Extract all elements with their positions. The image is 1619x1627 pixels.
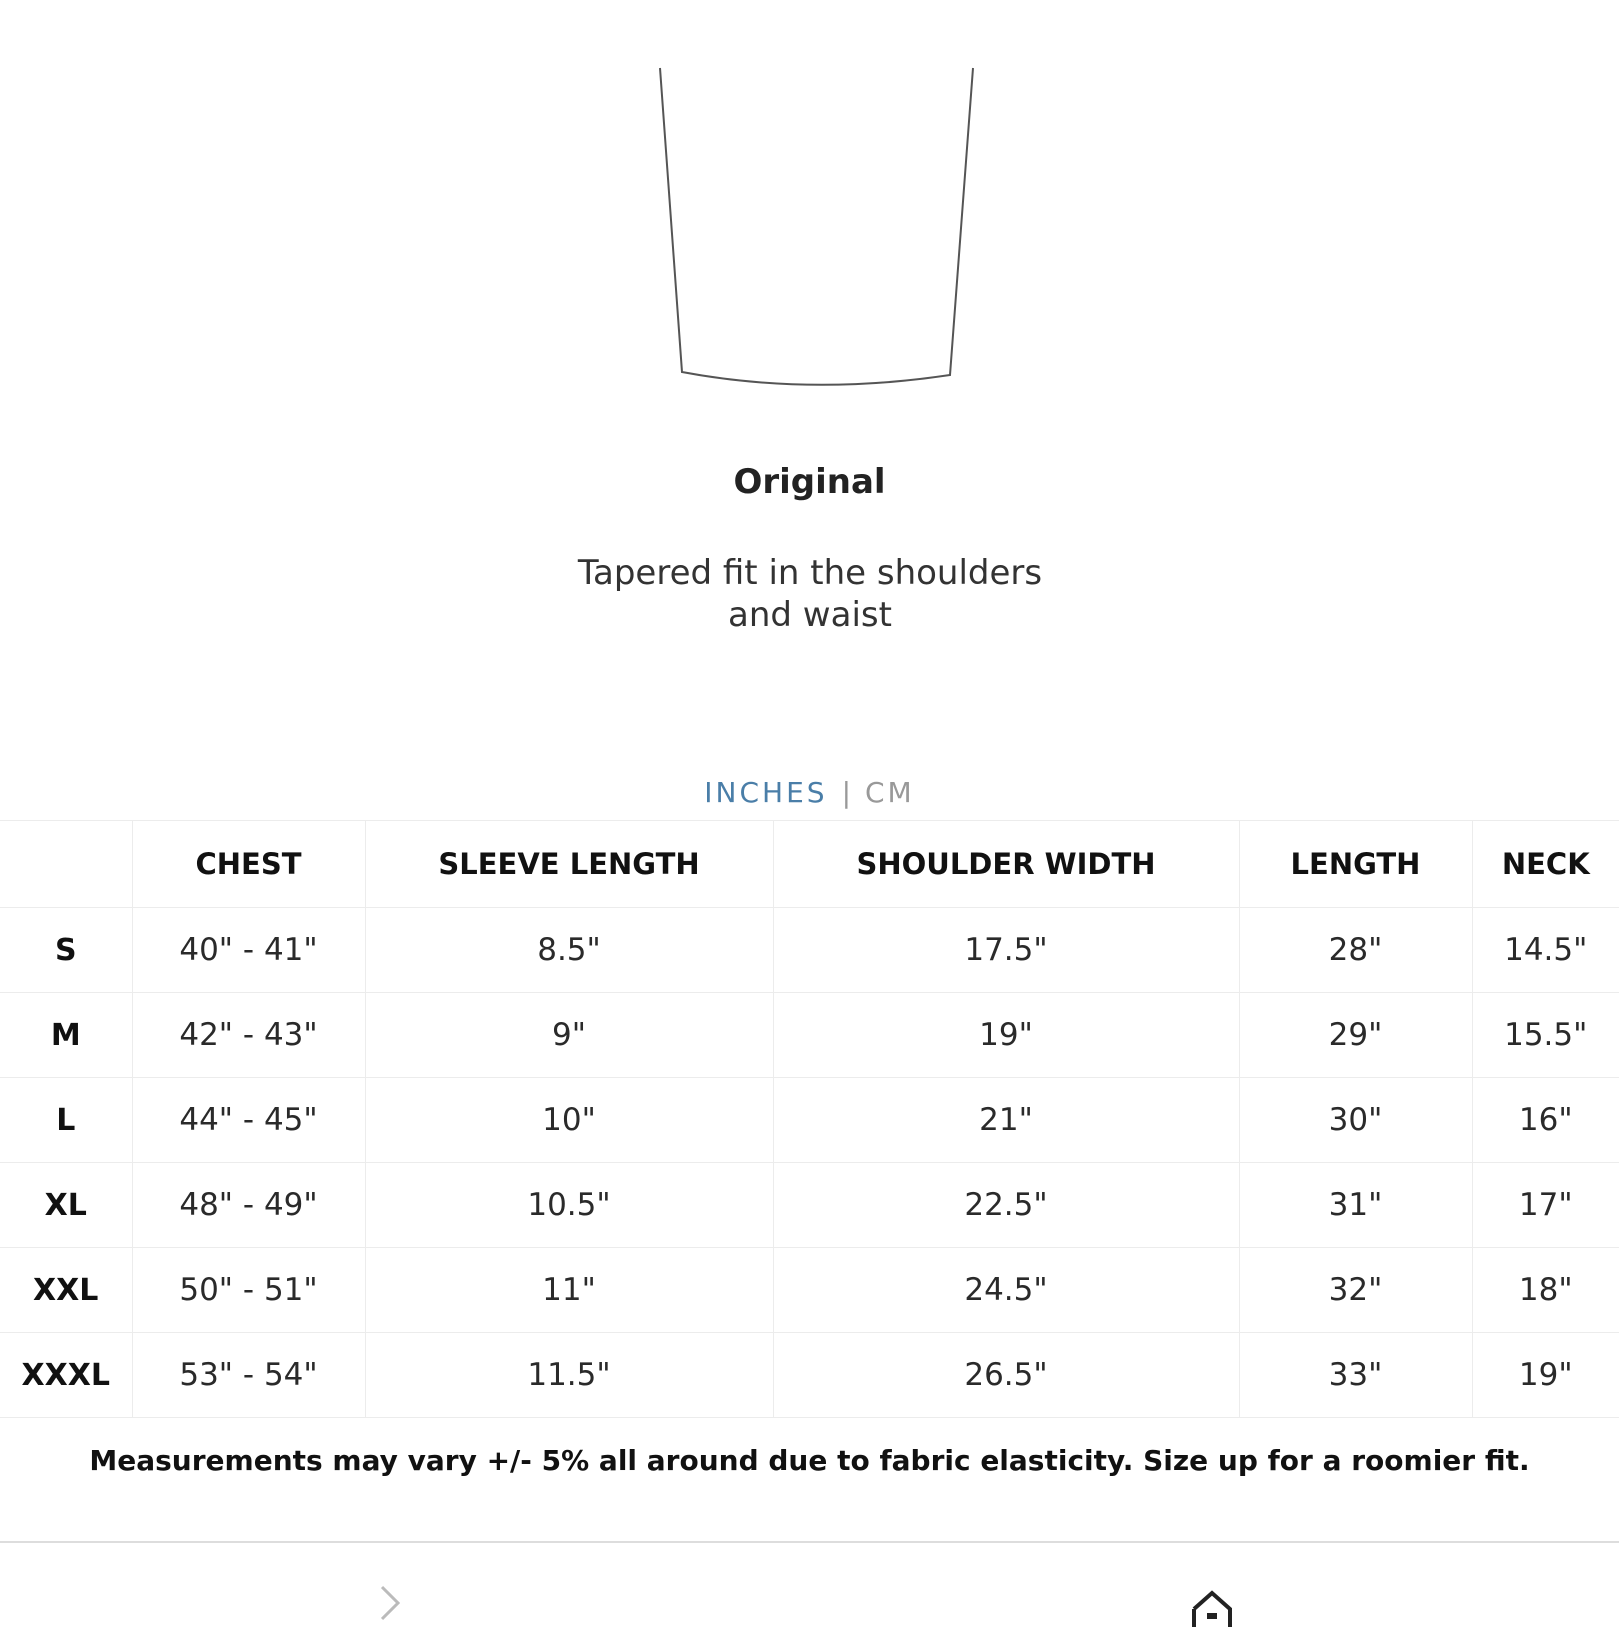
table-header-row [0,821,1619,908]
size-chart-table [0,820,1619,1418]
length-cell: 30" [1239,1078,1472,1163]
sleeve-length-cell: 11" [365,1248,773,1333]
table-row [0,993,1619,1078]
sleeve-length-cell: 9" [365,993,773,1078]
unit-inches-toggle[interactable]: INCHES [704,776,828,809]
chevron-right-icon[interactable] [370,1583,410,1623]
unit-toggle [0,776,1619,809]
neck-cell: 15.5" [1472,993,1619,1078]
table-row [0,1248,1619,1333]
size-cell: M [0,993,132,1078]
sleeve-length-cell: 8.5" [365,908,773,993]
shoulder-width-cell: 26.5" [773,1333,1239,1418]
garment-outline-illustration [0,0,1619,420]
fit-description: Tapered fit in the shoulders and waist [577,553,1043,635]
size-cell: L [0,1078,132,1163]
neck-cell: 16" [1472,1078,1619,1163]
header-length: LENGTH [1239,821,1472,908]
bottom-navigation-bar [0,1541,1619,1621]
table-row [0,1163,1619,1248]
length-cell: 29" [1239,993,1472,1078]
sleeve-length-cell: 10.5" [365,1163,773,1248]
size-cell: XL [0,1163,132,1248]
header-neck: NECK [1472,821,1619,908]
sleeve-length-cell: 10" [365,1078,773,1163]
header-chest: CHEST [132,821,365,908]
shoulder-width-cell: 19" [773,993,1239,1078]
chest-cell: 53" - 54" [132,1333,365,1418]
size-cell: XXL [0,1248,132,1333]
unit-cm-toggle[interactable]: CM [865,776,915,809]
table-row [0,1078,1619,1163]
home-icon[interactable] [1190,1587,1234,1627]
chest-cell: 50" - 51" [132,1248,365,1333]
chest-cell: 40" - 41" [132,908,365,993]
header-size [0,821,132,908]
fit-title: Original [733,462,886,502]
chest-cell: 42" - 43" [132,993,365,1078]
table-row [0,908,1619,993]
size-cell: XXXL [0,1333,132,1418]
neck-cell: 14.5" [1472,908,1619,993]
neck-cell: 18" [1472,1248,1619,1333]
neck-cell: 19" [1472,1333,1619,1418]
unit-separator: | [841,776,851,809]
shoulder-width-cell: 24.5" [773,1248,1239,1333]
length-cell: 28" [1239,908,1472,993]
shoulder-width-cell: 21" [773,1078,1239,1163]
chest-cell: 44" - 45" [132,1078,365,1163]
sleeve-length-cell: 11.5" [365,1333,773,1418]
length-cell: 32" [1239,1248,1472,1333]
header-shoulder-width: SHOULDER WIDTH [773,821,1239,908]
length-cell: 33" [1239,1333,1472,1418]
header-sleeve-length: SLEEVE LENGTH [365,821,773,908]
measurement-note: Measurements may vary +/- 5% all around due to fabric elasticity. Size up for a roomier fit. [89,1444,1530,1477]
shoulder-width-cell: 22.5" [773,1163,1239,1248]
length-cell: 31" [1239,1163,1472,1248]
size-cell: S [0,908,132,993]
neck-cell: 17" [1472,1163,1619,1248]
shoulder-width-cell: 17.5" [773,908,1239,993]
table-row [0,1333,1619,1418]
chest-cell: 48" - 49" [132,1163,365,1248]
